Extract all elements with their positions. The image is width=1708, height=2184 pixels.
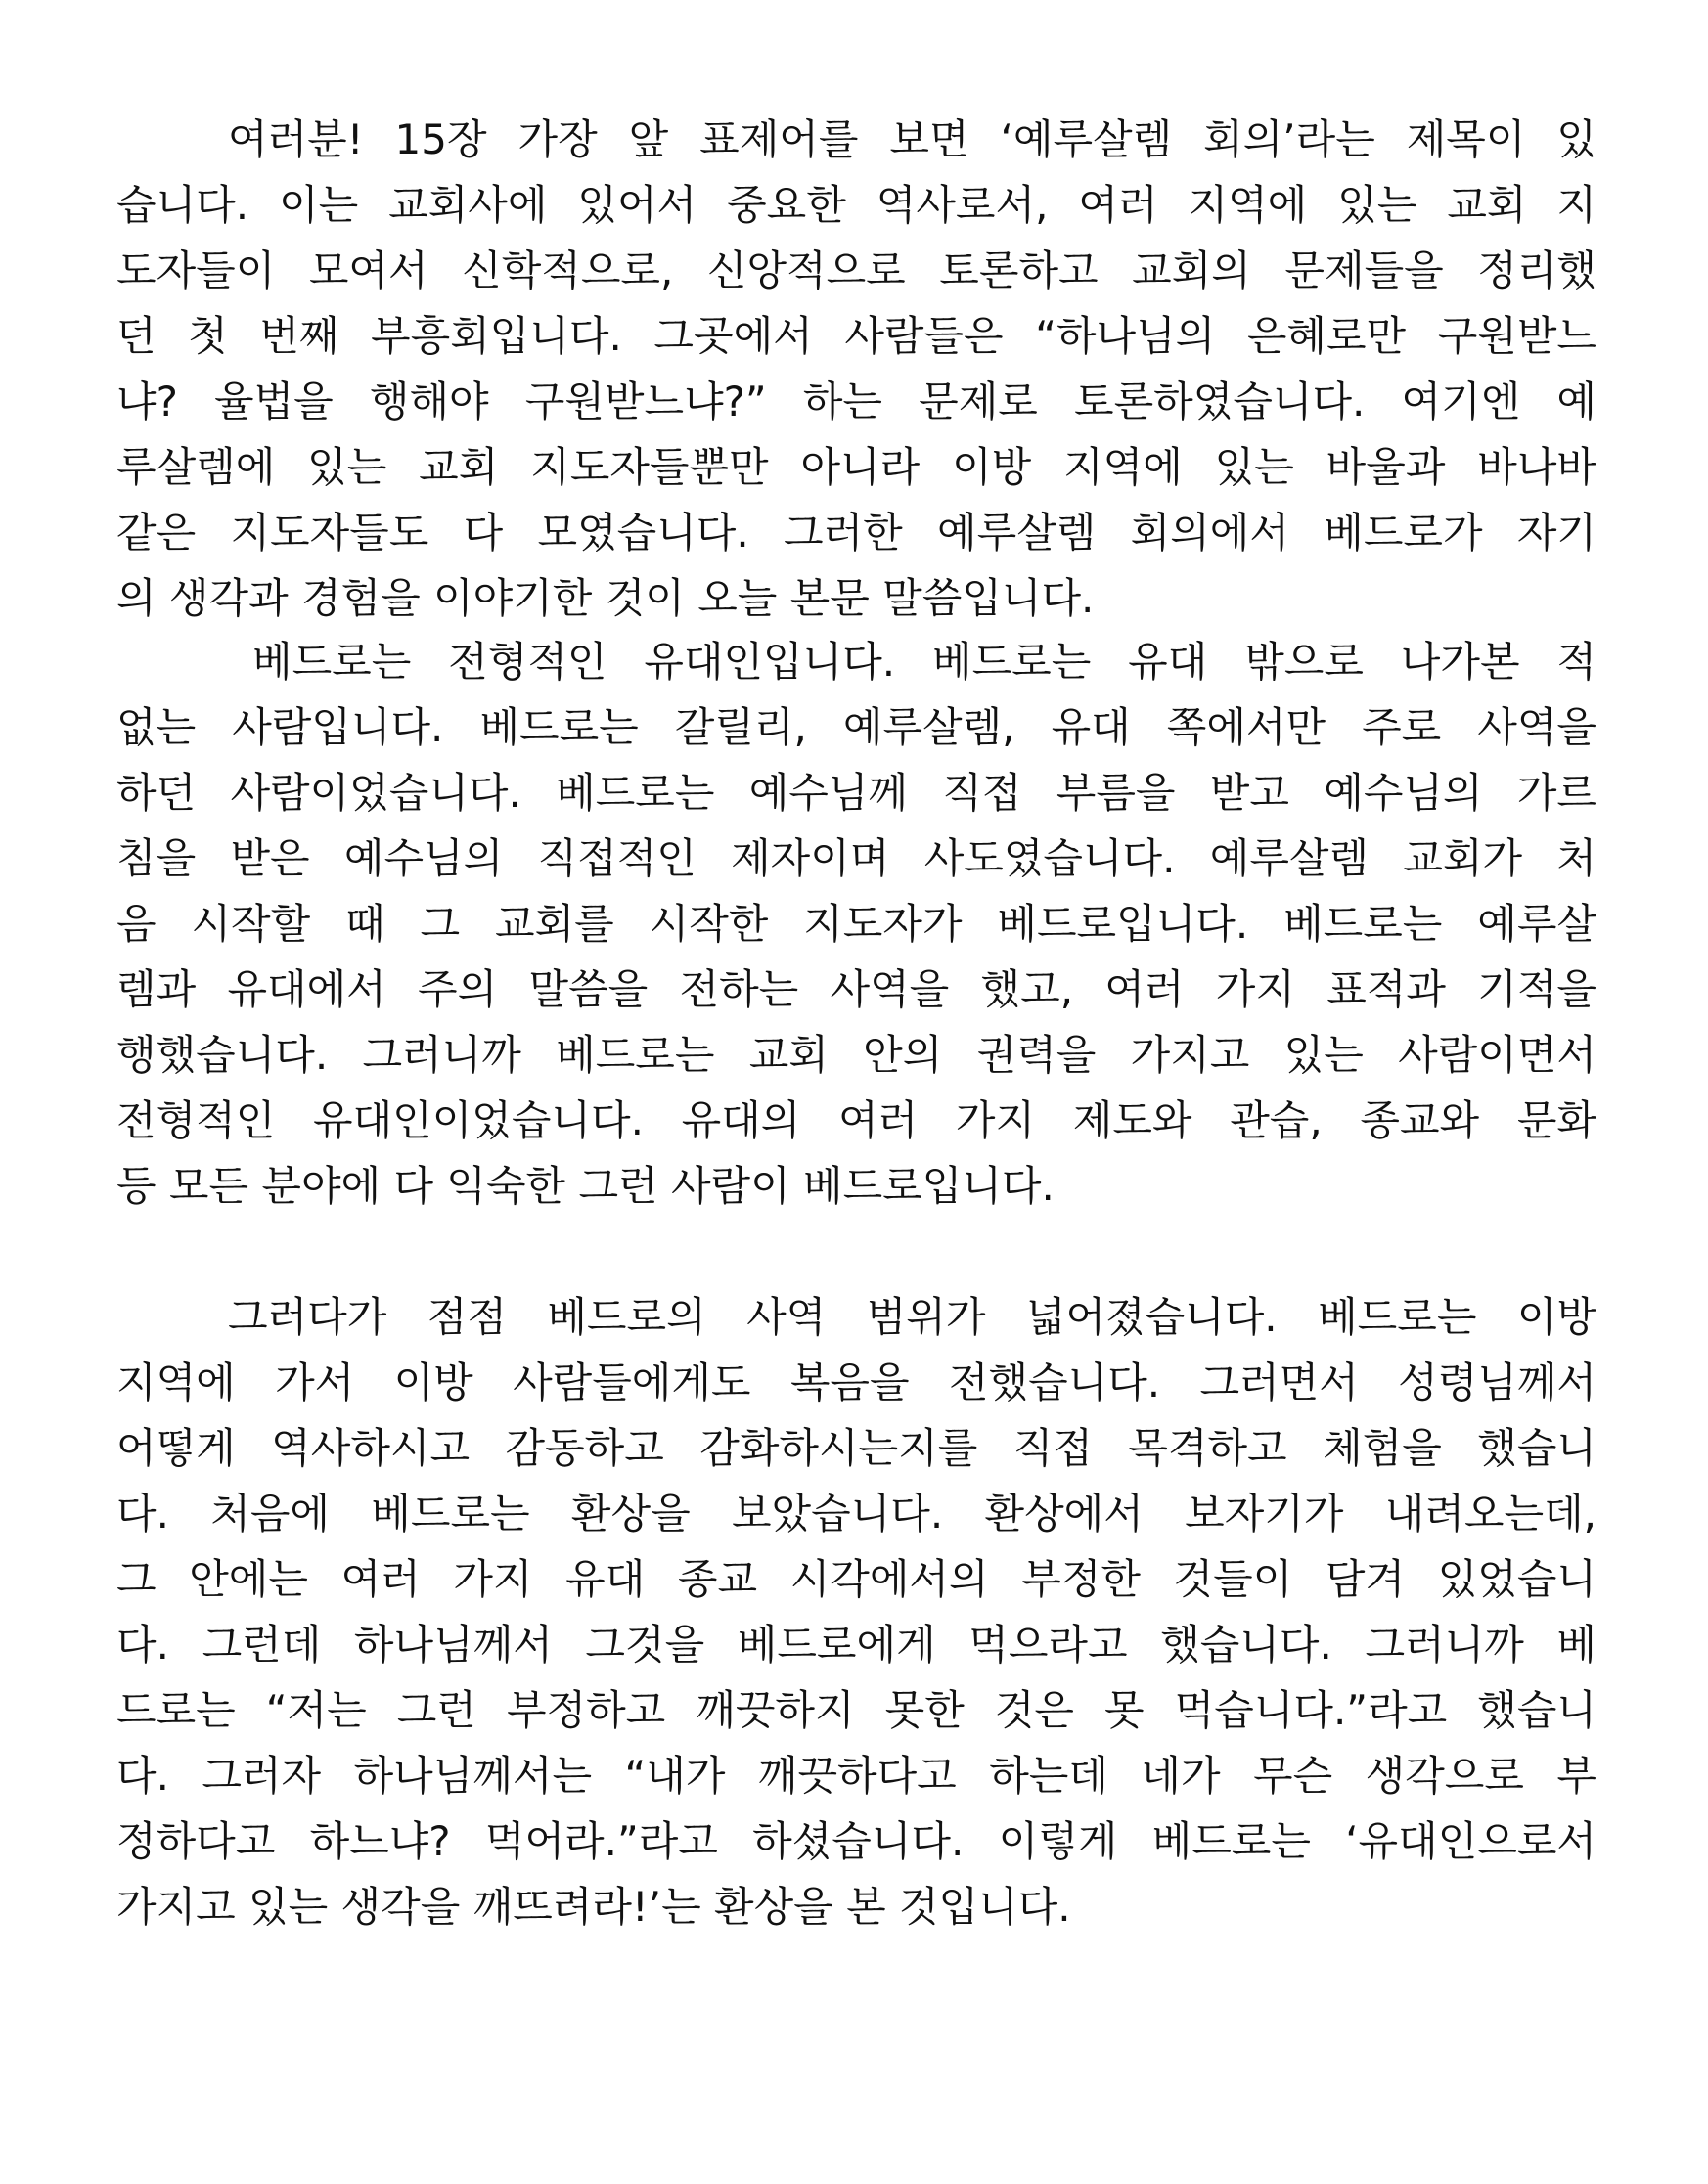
paragraph-2-line-9: 등 모든 분야에 다 익숙한 그런 사람이 베드로입니다. [116, 1162, 1055, 1210]
paragraph-3-line-3: 어떻게 역사하시고 감동하고 감화하시는지를 직접 목격하고 체험을 했습니 [116, 1424, 1596, 1472]
paragraph-2-line-8: 전형적인 유대인이었습니다. 유대의 여러 가지 제도와 관습, 종교와 문화 [116, 1096, 1596, 1144]
paragraph-3-line-4: 다. 처음에 베드로는 환상을 보았습니다. 환상에서 보자기가 내려오는데, [116, 1490, 1596, 1538]
paragraph-1-line-8: 의 생각과 경험을 이야기한 것이 오늘 본문 말씀입니다. [116, 574, 1095, 622]
paragraph-2-line-4: 침을 받은 예수님의 직접적인 제자이며 사도였습니다. 예루살렘 교회가 처 [116, 834, 1596, 882]
paragraph-3-line-5: 그 안에는 여러 가지 유대 종교 시각에서의 부정한 것들이 담겨 있었습니 [116, 1555, 1596, 1603]
paragraph-2-line-1: 베드로는 전형적인 유대인입니다. 베드로는 유대 밖으로 나가본 적 [252, 638, 1596, 686]
paragraph-1-line-1: 여러분! 15장 가장 앞 표제어를 보면 ‘예루살렘 회의’라는 제목이 있 [228, 115, 1596, 163]
paragraph-2-line-5: 음 시작할 때 그 교회를 시작한 지도자가 베드로입니다. 베드로는 예루살 [116, 900, 1596, 948]
paragraph-1-line-7: 같은 지도자들도 다 모였습니다. 그러한 예루살렘 회의에서 베드로가 자기 [116, 509, 1596, 557]
paragraph-2-line-3: 하던 사람이었습니다. 베드로는 예수님께 직접 부름을 받고 예수님의 가르 [116, 769, 1596, 817]
paragraph-1-line-4: 던 첫 번째 부흥회입니다. 그곳에서 사람들은 “하나님의 은혜로만 구원받느 [116, 312, 1596, 360]
paragraph-3-line-7: 드로는 “저는 그런 부정하고 깨끗하지 못한 것은 못 먹습니다.”라고 했습니 [116, 1686, 1596, 1734]
paragraph-2-line-2: 없는 사람입니다. 베드로는 갈릴리, 예루살렘, 유대 쪽에서만 주로 사역을 [116, 703, 1596, 751]
paragraph-2-line-6: 렘과 유대에서 주의 말씀을 전하는 사역을 했고, 여러 가지 표적과 기적을 [116, 965, 1596, 1013]
paragraph-3-line-8: 다. 그러자 하나님께서는 “내가 깨끗하다고 하는데 네가 무슨 생각으로 부 [116, 1752, 1596, 1800]
paragraph-1-line-5: 냐? 율법을 행해야 구원받느냐?” 하는 문제로 토론하였습니다. 여기엔 예 [116, 378, 1596, 425]
paragraph-1-line-6: 루살렘에 있는 교회 지도자들뿐만 아니라 이방 지역에 있는 바울과 바나바 [116, 443, 1596, 491]
paragraph-1-line-2: 습니다. 이는 교회사에 있어서 중요한 역사로서, 여러 지역에 있는 교회 지 [116, 181, 1596, 229]
paragraph-3-line-9: 정하다고 하느냐? 먹어라.”라고 하셨습니다. 이렇게 베드로는 ‘유대인으로서 [116, 1817, 1596, 1865]
paragraph-3-line-2: 지역에 가서 이방 사람들에게도 복음을 전했습니다. 그러면서 성령님께서 [116, 1359, 1596, 1406]
paragraph-1-line-3: 도자들이 모여서 신학적으로, 신앙적으로 토론하고 교회의 문제들을 정리했 [116, 246, 1596, 294]
paragraph-2-line-7: 행했습니다. 그러니까 베드로는 교회 안의 권력을 가지고 있는 사람이면서 [116, 1031, 1596, 1079]
paragraph-3-line-6: 다. 그런데 하나님께서 그것을 베드로에게 먹으라고 했습니다. 그러니까 베 [116, 1621, 1596, 1669]
paragraph-3-line-10: 가지고 있는 생각을 깨뜨려라!’는 환상을 본 것입니다. [116, 1883, 1071, 1931]
paragraph-3-line-1: 그러다가 점점 베드로의 사역 범위가 넓어졌습니다. 베드로는 이방 [228, 1293, 1596, 1341]
